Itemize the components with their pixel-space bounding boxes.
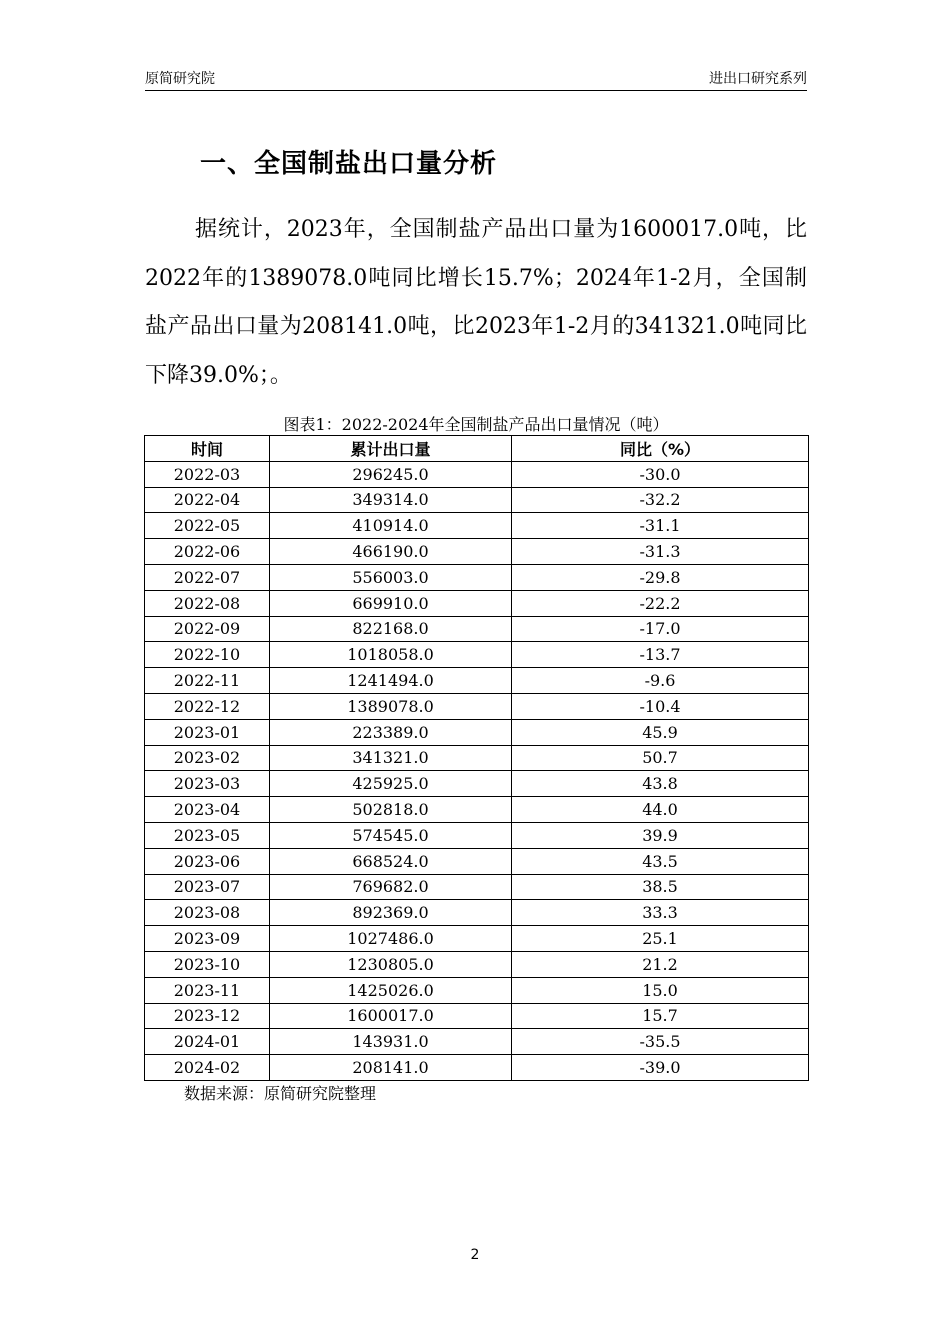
cell-yoy: 15.7	[512, 1003, 809, 1029]
table-row	[145, 1003, 809, 1029]
cell-time: 2023-05	[145, 822, 270, 848]
cell-cumulative-export: 1027486.0	[270, 926, 512, 952]
cell-cumulative-export: 208141.0	[270, 1055, 512, 1081]
cell-yoy: -17.0	[512, 616, 809, 642]
table-header-row	[145, 436, 809, 462]
cell-cumulative-export: 341321.0	[270, 745, 512, 771]
summary-paragraph: 据统计，2023年，全国制盐产品出口量为1600017.0吨，比2022年的1389078.0吨同比增长15.7%；2024年1-2月，全国制盐产品出口量为208141.0吨，比2023年1-2月的341321.0吨同比下降39.0%；。	[145, 217, 807, 388]
cell-time: 2024-01	[145, 1029, 270, 1055]
cell-time: 2023-02	[145, 745, 270, 771]
cell-time: 2022-05	[145, 513, 270, 539]
cell-time: 2022-07	[145, 564, 270, 590]
cell-cumulative-export: 1230805.0	[270, 951, 512, 977]
cell-cumulative-export: 410914.0	[270, 513, 512, 539]
data-source-note: 数据来源：原简研究院整理	[184, 1084, 377, 1103]
header-series-title: 进出口研究系列	[709, 71, 807, 87]
cell-time: 2022-12	[145, 693, 270, 719]
table-row	[145, 1055, 809, 1081]
table-row	[145, 848, 809, 874]
cell-yoy: -31.3	[512, 539, 809, 565]
cell-time: 2023-07	[145, 874, 270, 900]
column-header-cumulative-export: 累计出口量	[270, 436, 512, 462]
cell-yoy: 15.0	[512, 977, 809, 1003]
cell-yoy: 39.9	[512, 822, 809, 848]
table-row	[145, 797, 809, 823]
table-row	[145, 900, 809, 926]
table-row	[145, 977, 809, 1003]
table-row	[145, 513, 809, 539]
table-row	[145, 951, 809, 977]
cell-yoy: 21.2	[512, 951, 809, 977]
page-header	[145, 66, 807, 91]
column-header-time: 时间	[145, 436, 270, 462]
table-row	[145, 745, 809, 771]
cell-cumulative-export: 223389.0	[270, 719, 512, 745]
cell-time: 2024-02	[145, 1055, 270, 1081]
cell-cumulative-export: 425925.0	[270, 771, 512, 797]
export-volume-table	[144, 435, 809, 1081]
table-row	[145, 874, 809, 900]
table-row	[145, 539, 809, 565]
cell-time: 2023-11	[145, 977, 270, 1003]
cell-yoy: 38.5	[512, 874, 809, 900]
cell-time: 2023-12	[145, 1003, 270, 1029]
page-number: 2	[470, 1247, 480, 1263]
section-title: 一、全国制盐出口量分析	[200, 149, 498, 179]
cell-time: 2023-09	[145, 926, 270, 952]
cell-time: 2022-10	[145, 642, 270, 668]
cell-cumulative-export: 1241494.0	[270, 668, 512, 694]
cell-cumulative-export: 143931.0	[270, 1029, 512, 1055]
cell-time: 2023-06	[145, 848, 270, 874]
cell-yoy: -30.0	[512, 461, 809, 487]
cell-cumulative-export: 556003.0	[270, 564, 512, 590]
table-row	[145, 487, 809, 513]
cell-cumulative-export: 669910.0	[270, 590, 512, 616]
table-row	[145, 822, 809, 848]
cell-cumulative-export: 502818.0	[270, 797, 512, 823]
cell-cumulative-export: 1018058.0	[270, 642, 512, 668]
cell-time: 2022-06	[145, 539, 270, 565]
cell-yoy: -32.2	[512, 487, 809, 513]
table-row	[145, 693, 809, 719]
cell-yoy: -13.7	[512, 642, 809, 668]
cell-cumulative-export: 769682.0	[270, 874, 512, 900]
cell-yoy: 43.8	[512, 771, 809, 797]
cell-yoy: -9.6	[512, 668, 809, 694]
cell-time: 2022-04	[145, 487, 270, 513]
cell-time: 2023-03	[145, 771, 270, 797]
table-caption: 图表1：2022-2024年全国制盐产品出口量情况（吨）	[283, 415, 669, 434]
cell-time: 2022-09	[145, 616, 270, 642]
cell-yoy: 33.3	[512, 900, 809, 926]
cell-time: 2023-04	[145, 797, 270, 823]
cell-time: 2023-10	[145, 951, 270, 977]
table-row	[145, 642, 809, 668]
cell-yoy: 44.0	[512, 797, 809, 823]
cell-time: 2022-03	[145, 461, 270, 487]
cell-yoy: 43.5	[512, 848, 809, 874]
table-row	[145, 668, 809, 694]
cell-yoy: -29.8	[512, 564, 809, 590]
cell-cumulative-export: 466190.0	[270, 539, 512, 565]
cell-cumulative-export: 1600017.0	[270, 1003, 512, 1029]
cell-cumulative-export: 1425026.0	[270, 977, 512, 1003]
table-row	[145, 771, 809, 797]
cell-time: 2023-08	[145, 900, 270, 926]
table-row	[145, 719, 809, 745]
cell-yoy: -35.5	[512, 1029, 809, 1055]
table-body	[145, 461, 809, 1080]
cell-cumulative-export: 296245.0	[270, 461, 512, 487]
header-organization: 原简研究院	[145, 71, 215, 87]
table-row	[145, 926, 809, 952]
cell-cumulative-export: 892369.0	[270, 900, 512, 926]
cell-cumulative-export: 349314.0	[270, 487, 512, 513]
table-row	[145, 564, 809, 590]
cell-time: 2022-11	[145, 668, 270, 694]
cell-yoy: 45.9	[512, 719, 809, 745]
cell-yoy: -39.0	[512, 1055, 809, 1081]
table-row	[145, 590, 809, 616]
table-row	[145, 616, 809, 642]
cell-yoy: -10.4	[512, 693, 809, 719]
column-header-yoy: 同比（%）	[512, 436, 809, 462]
cell-cumulative-export: 574545.0	[270, 822, 512, 848]
cell-cumulative-export: 668524.0	[270, 848, 512, 874]
cell-yoy: 25.1	[512, 926, 809, 952]
cell-cumulative-export: 1389078.0	[270, 693, 512, 719]
cell-yoy: -31.1	[512, 513, 809, 539]
table-row	[145, 1029, 809, 1055]
cell-time: 2023-01	[145, 719, 270, 745]
cell-yoy: -22.2	[512, 590, 809, 616]
cell-time: 2022-08	[145, 590, 270, 616]
cell-cumulative-export: 822168.0	[270, 616, 512, 642]
cell-yoy: 50.7	[512, 745, 809, 771]
table-row	[145, 461, 809, 487]
